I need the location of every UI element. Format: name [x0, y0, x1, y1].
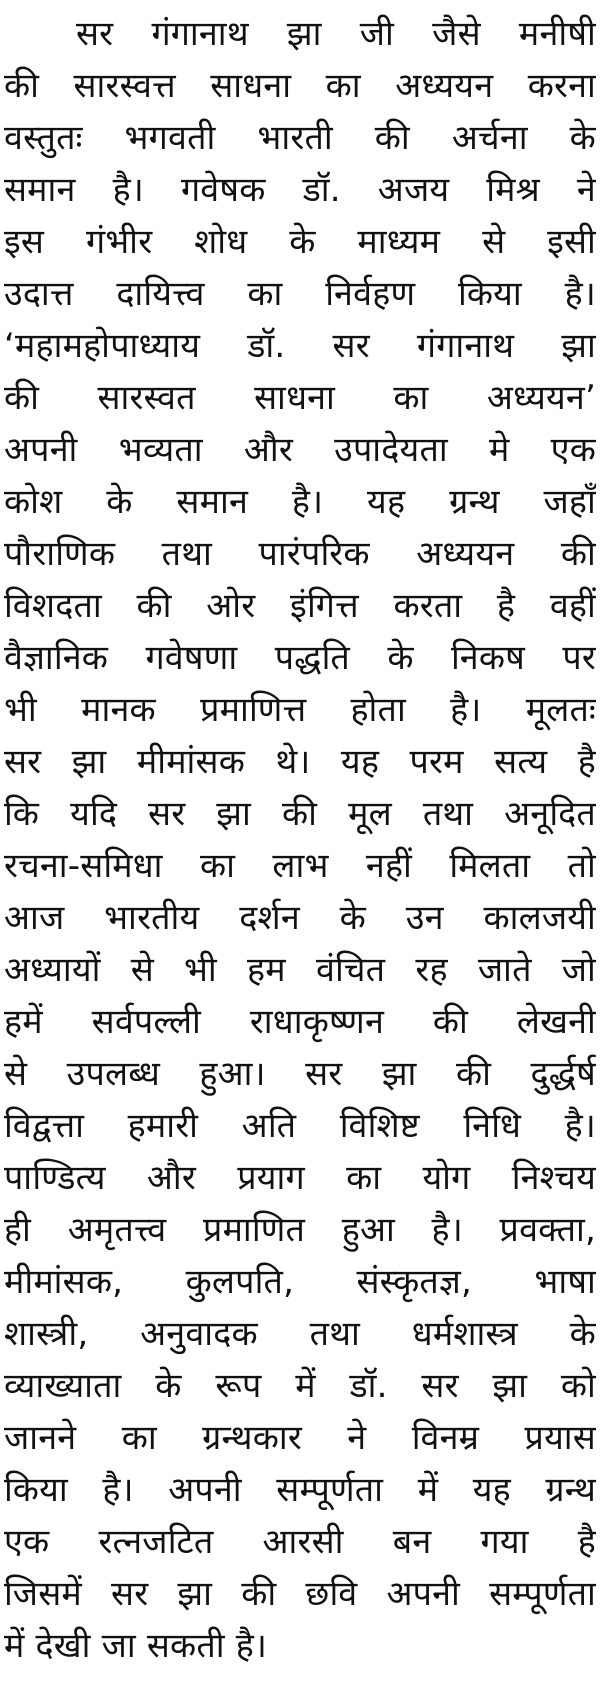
text-line: शास्त्री, अनुवादक तथा धर्मशास्त्र के [4, 1314, 596, 1354]
text-line: रचना-समिधा का लाभ नहीं मिलता तो [4, 846, 596, 886]
text-line: पाण्डित्य और प्रयाग का योग निश्चय [4, 1158, 596, 1198]
text-line: वस्तुतः भगवती भारती की अर्चना के [4, 118, 596, 158]
text-line: कोश के समान है। यह ग्रन्थ जहाँ [4, 482, 596, 522]
text-column [4, 8, 596, 1672]
text-line: उदात्त दायित्त्व का निर्वहण किया है। [4, 274, 596, 314]
text-line: हमें सर्वपल्ली राधाकृष्णन की लेखनी [4, 1002, 596, 1042]
text-line: सर गंगानाथ झा जी जैसे मनीषी [76, 14, 596, 54]
text-line: वैज्ञानिक गवेषणा पद्धति के निकष पर [4, 638, 596, 678]
text-line: किया है। अपनी सम्पूर्णता में यह ग्रन्थ [4, 1470, 596, 1510]
text-line: समान है। गवेषक डॉ. अजय मिश्र ने [4, 170, 596, 210]
text-line: पौराणिक तथा पारंपरिक अध्ययन की [4, 534, 596, 574]
text-line: आज भारतीय दर्शन के उन कालजयी [4, 898, 596, 938]
text-line: सर झा मीमांसक थे। यह परम सत्य है [4, 742, 596, 782]
text-line: की सारस्वत्त साधना का अध्ययन करना [4, 66, 596, 106]
text-line: इस गंभीर शोध के माध्यम से इसी [4, 222, 596, 262]
text-line: कि यदि सर झा की मूल तथा अनूदित [4, 794, 596, 834]
text-line: से उपलब्ध हुआ। सर झा की दुर्द्धर्ष [4, 1054, 596, 1094]
text-line: भी मानक प्रमाणित्त होता है। मूलतः [4, 690, 596, 730]
text-line: व्याख्याता के रूप में डॉ. सर झा को [4, 1366, 596, 1406]
text-line: जानने का ग्रन्थकार ने विनम्र प्रयास [4, 1418, 596, 1458]
text-line: ‘महामहोपाध्याय डॉ. सर गंगानाथ झा [4, 326, 596, 366]
text-line: मीमांसक, कुलपति, संस्कृतज्ञ, भाषा [4, 1262, 596, 1302]
text-line: अध्यायों से भी हम वंचित रह जाते जो [4, 950, 596, 990]
text-line: विद्वत्ता हमारी अति विशिष्ट निधि है। [4, 1106, 596, 1146]
text-line: में देखी जा सकती है। [4, 1626, 268, 1666]
text-line: एक रत्नजटित आरसी बन गया है [4, 1522, 596, 1562]
text-line: ही अमृतत्त्व प्रमाणित हुआ है। प्रवक्ता, [4, 1210, 596, 1250]
text-line: विशदता की ओर इंगित्त करता है वहीं [4, 586, 596, 626]
text-line: की सारस्वत साधना का अध्ययन’ [4, 378, 596, 418]
text-line: जिसमें सर झा की छवि अपनी सम्पूर्णता [4, 1574, 596, 1614]
text-line: अपनी भव्यता और उपादेयता मे एक [4, 430, 596, 470]
